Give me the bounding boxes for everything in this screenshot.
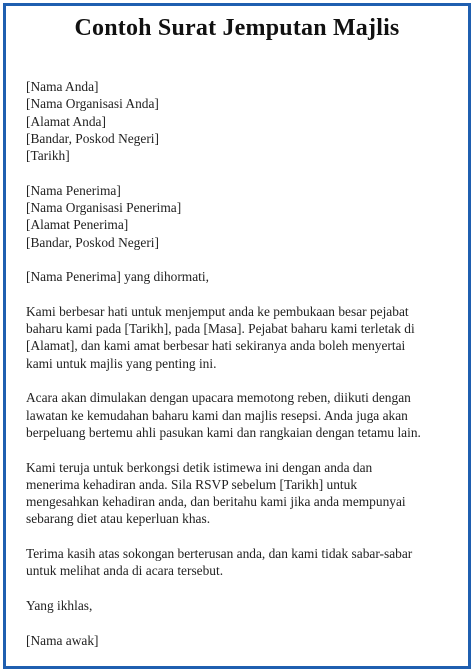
sender-line: [Nama Anda] [26, 79, 99, 94]
recipient-line: [Nama Organisasi Penerima] [26, 200, 182, 216]
signature [26, 632, 454, 649]
sender-line: [Alamat Anda] [26, 113, 106, 129]
signature-text: [Nama awak] [26, 632, 99, 648]
salutation [26, 268, 454, 285]
paragraph-line: Kami berbesar hati untuk menjemput anda ke pembukaan besar pejabat [26, 303, 409, 319]
paragraph-line: baharu kami pada [Tarikh], pada [Masa]. Pejabat baharu kami terletak di [26, 321, 415, 337]
paragraph-line: mengesahkan kehadiran anda, dan beritahu kami jika anda mempunyai [26, 494, 406, 510]
paragraph-line: Terima kasih atas sokongan berterusan anda, dan kami tidak sabar-sabar [26, 546, 413, 562]
body-paragraph-2 [26, 389, 454, 441]
letter-body [26, 78, 454, 666]
sender-line: [Bandar, Poskod Negeri] [26, 130, 159, 146]
letter-title: Contoh Surat Jemputan Majlis [74, 15, 400, 41]
paragraph-line: Kami teruja untuk berkongsi detik istimewa ini dengan anda dan [26, 459, 373, 475]
closing-text: Yang ikhlas, [26, 597, 93, 613]
sender-address [26, 78, 454, 164]
sender-line: [Nama Organisasi Anda] [26, 96, 159, 112]
date-line: [Tarikh] [26, 148, 70, 164]
body-paragraph-1 [26, 303, 454, 372]
paragraph-line: sebarang diet atau keperluan khas. [26, 511, 211, 527]
paragraph-line: menerima kehadiran anda. Sila RSVP sebelum [Tarikh] untuk [26, 476, 358, 492]
recipient-line: [Nama Penerima] [26, 182, 121, 198]
paragraph-line: [Alamat], dan kami amat berbesar hati sekiranya anda boleh menyertai [26, 338, 406, 354]
paragraph-line: lawatan ke kemudahan baharu kami dan majlis resepsi. Anda juga akan [26, 407, 408, 423]
recipient-line: [Bandar, Poskod Negeri] [26, 234, 159, 250]
recipient-line: [Alamat Penerima] [26, 217, 129, 233]
paragraph-line: berpeluang bertemu ahli pasukan kami dan rangkaian dengan tetamu lain. [26, 424, 421, 440]
body-paragraph-3 [26, 459, 454, 528]
closing [26, 597, 454, 614]
paragraph-line: Acara akan dimulakan dengan upacara memotong reben, diikuti dengan [26, 390, 411, 406]
salutation-text: [Nama Penerima] yang dihormati, [26, 269, 209, 285]
paragraph-line: kami untuk majlis yang penting ini. [26, 355, 217, 371]
paragraph-line: untuk melihat anda di acara tersebut. [26, 563, 224, 579]
body-paragraph-4 [26, 545, 454, 580]
recipient-address [26, 182, 454, 251]
